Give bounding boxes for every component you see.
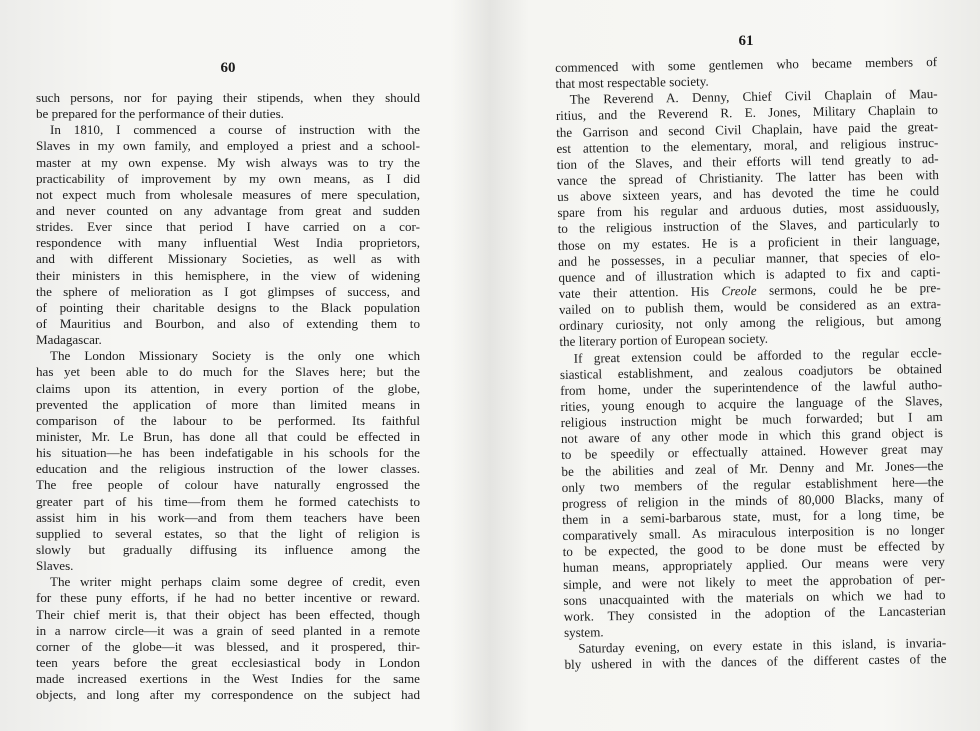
- text-line: from home, under the superintendence of the lawful autho-: [560, 376, 943, 398]
- text-line: commenced with some gentlemen who became members of: [555, 53, 938, 75]
- text-line: such persons, nor for paying their stipends, when they should: [36, 90, 420, 105]
- text-line: to be speedily or effectually attained. However great may: [561, 441, 944, 463]
- text-line: the Garrison and second Civil Chaplain, have paid the great-: [556, 118, 939, 140]
- text-line: claims upon its attention, in every portion of the globe,: [36, 380, 420, 396]
- text-line: The writer might perhaps claim some degree of credit, even: [50, 574, 420, 590]
- text-line: bly ushered in with the dances of the different castes of the: [564, 651, 947, 673]
- text-line: spare from his regular and arduous duties, most assiduously,: [557, 199, 940, 221]
- text-line: and never counted on any advantage from great and sudden: [36, 202, 420, 218]
- text-line: human means, appropriately applied. Our means were very: [562, 554, 946, 576]
- text-line: his situation—he has been indefatigable in his schools for the: [36, 445, 420, 461]
- text-line: progress of religion in the minds of 80,000 Blacks, many of: [561, 489, 945, 511]
- page-number: 60: [220, 60, 236, 76]
- text-line: only two members of the regular establishment here—the: [561, 473, 944, 495]
- text-line: be prepared for the performance of their duties.: [36, 106, 284, 122]
- text-line: The Reverend A. Denny, Chief Civil Chaplain of Mau-: [569, 86, 938, 108]
- text-line: us above sixteen years, and has devoted the time he could: [557, 183, 940, 205]
- text-line: objects, and long after my correspondence on the subject had: [36, 687, 420, 703]
- text-line: of pointing their charitable designs to the Black population: [36, 299, 420, 315]
- text-line: vance the spread of Christianity. The latter has been with: [556, 166, 939, 188]
- page-number: 61: [738, 33, 754, 49]
- text-line: for these puny efforts, if he had no better incentive or reward.: [36, 590, 420, 606]
- text-line: them in a semi-barbarous state, must, for a long time, be: [562, 505, 945, 527]
- text-line: Their chief merit is, that their object has been effected, though: [36, 606, 420, 622]
- text-line: corner of the globe—it was blessed, and it prospered, thir-: [36, 638, 420, 654]
- text-line: Slaves.: [36, 558, 74, 574]
- text-line: their ministers in this hemisphere, in the view of widening: [36, 267, 420, 283]
- text-line: work. They consisted in the adoption of the Lancasterian: [563, 602, 946, 624]
- text-line: quence and of illustration which is adapted to fix and capti-: [558, 263, 941, 285]
- page-text: [36, 90, 420, 703]
- text-line: the sphere of melioration as I got glimpses of success, and: [36, 283, 420, 299]
- text-line: has yet been able to do much for the Slaves here; but the: [36, 364, 420, 380]
- text-line: system.: [563, 624, 604, 640]
- text-line: est attention to the elementary, moral, and religious instruc-: [556, 134, 939, 156]
- text-line: ritius, and the Reverend R. E. Jones, Military Chaplain to: [555, 102, 938, 124]
- text-line: simple, and were not likely to meet the approbation of per-: [563, 570, 946, 592]
- text-line: education and the religious instruction of the lower classes.: [36, 461, 420, 477]
- text-line: comparatively small. As miraculous interposition is no longer: [562, 522, 945, 544]
- page-text: [555, 54, 947, 673]
- text-line: vate their attention. His Creole sermons, could he be pre-: [558, 279, 941, 301]
- text-line: not expect much from wholesale measures of mere speculation,: [36, 186, 420, 202]
- text-line: to be expected, the good to be done must be effected by: [562, 538, 945, 560]
- text-line: The free people of colour have naturally engrossed the: [36, 477, 420, 493]
- text-line: to the religious instruction of the Slaves, and particularly to: [557, 215, 940, 237]
- text-line: sons unacquainted with the materials on which we had to: [563, 586, 946, 608]
- text-line: supplied to several estates, so that the light of religion is: [36, 525, 420, 541]
- text-line: Madagascar.: [36, 332, 102, 348]
- text-line: strides. Ever since that period I have carried on a cor-: [36, 219, 420, 235]
- text-line: that most respectable society.: [555, 73, 709, 92]
- text-line: In 1810, I commenced a course of instruction with the: [50, 122, 420, 138]
- text-line: master at my own expense. My wish always was to try the: [36, 154, 420, 170]
- text-line: Slaves in my own family, and employed a priest and a school-: [36, 138, 420, 154]
- text-line: assist him in his work—and from them teachers have been: [36, 509, 420, 525]
- text-line: practicability of improvement by my own means, as I did: [36, 170, 420, 186]
- text-line: vailed on to publish them, would be considered as an extra-: [558, 296, 941, 318]
- text-line: ordinary curiosity, not only among the religious, but among: [559, 312, 942, 334]
- text-line: the literary portion of European society.: [559, 331, 769, 350]
- text-line: If great extension could be afforded to the regular eccle-: [573, 344, 942, 366]
- text-line: and he possesses, in a peculiar manner, that species of elo-: [558, 247, 941, 269]
- text-line: those on my estates. He is a proficient in their language,: [557, 231, 940, 253]
- text-line: of Mauritius and Bourbon, and also of extending them to: [36, 315, 420, 331]
- text-line: not aware of any other mode in which this grand object is: [560, 425, 944, 447]
- text-line: prevented the application of more than limited means in: [36, 396, 420, 412]
- text-line: in a narrow circle—it was a grain of seed planted in a remote: [36, 622, 420, 638]
- text-line: respondence with many influential West India proprietors,: [36, 235, 420, 251]
- text-line: tion of the Slaves, and their efforts will tend greatly to ad-: [556, 150, 939, 172]
- text-line: siastical establishment, and zealous coadjutors be obtained: [559, 360, 943, 382]
- text-line: Saturday evening, on every estate in this island, is invaria-: [578, 634, 947, 656]
- text-line: and with different Missionary Societies, as well as with: [36, 251, 420, 267]
- text-line: made increased exertions in the West Indies for the same: [36, 671, 420, 687]
- text-line: be the abilities and zeal of Mr. Denny and Mr. Jones—the: [561, 457, 944, 479]
- text-line: minister, Mr. Le Brun, has done all that could be effected in: [36, 428, 420, 444]
- text-line: The London Missionary Society is the only one which: [50, 348, 420, 364]
- text-line: comparison of the labour to be performed. Its faithful: [36, 412, 420, 428]
- text-line: slowly but gradually diffusing its influence among the: [36, 541, 420, 557]
- text-line: rities, young enough to acquire the language of the Slaves,: [560, 392, 943, 414]
- text-line: teen years before the great ecclesiastical body in London: [36, 654, 420, 670]
- text-line: greater part of his time—from them he formed catechists to: [36, 493, 420, 509]
- text-line: religious instruction might be much forwarded; but I am: [560, 409, 943, 431]
